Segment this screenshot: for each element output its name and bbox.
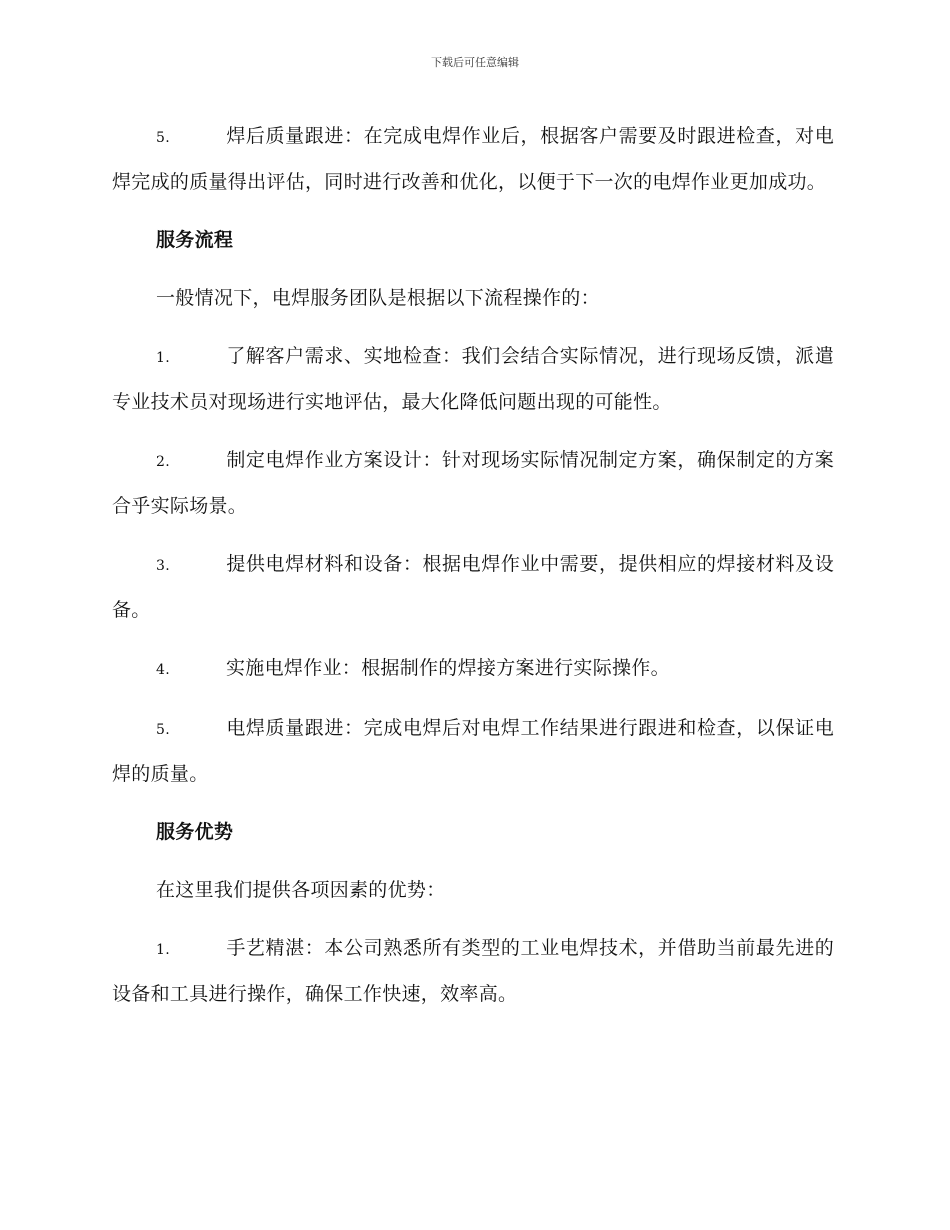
list-item bbox=[112, 646, 834, 692]
document-body bbox=[112, 114, 834, 1030]
page-header: 下载后可任意编辑 bbox=[431, 56, 519, 69]
list-number: 1. bbox=[156, 942, 170, 958]
paragraph: 一般情况下，电焊服务团队是根据以下流程操作的： bbox=[156, 287, 600, 309]
list-number: 2. bbox=[156, 454, 170, 470]
list-item bbox=[112, 334, 834, 424]
list-number: 5. bbox=[156, 130, 170, 146]
list-item bbox=[112, 542, 834, 632]
list-item bbox=[112, 114, 834, 204]
list-number: 1. bbox=[156, 350, 170, 366]
list-item bbox=[112, 438, 834, 528]
list-item-text: 提供电焊材料和设备：根据电焊作业中需要，提供相应的焊接材料及设备。 bbox=[112, 553, 834, 621]
list-item bbox=[112, 926, 834, 1016]
list-item-text: 制定电焊作业方案设计：针对现场实际情况制定方案，确保制定的方案合乎实际场景。 bbox=[112, 449, 834, 517]
list-item bbox=[112, 706, 834, 796]
section-heading: 服务流程 bbox=[156, 229, 234, 251]
section-heading: 服务优势 bbox=[156, 821, 234, 843]
list-item-text: 手艺精湛：本公司熟悉所有类型的工业电焊技术，并借助当前最先进的设备和工具进行操作，确保工作快速，效率高。 bbox=[112, 937, 834, 1005]
list-number: 4. bbox=[156, 662, 170, 678]
list-number: 3. bbox=[156, 558, 170, 574]
paragraph: 在这里我们提供各项因素的优势： bbox=[156, 879, 446, 901]
list-item-text: 实施电焊作业：根据制作的焊接方案进行实际操作。 bbox=[226, 657, 670, 679]
list-number: 5. bbox=[156, 722, 170, 738]
list-item-text: 了解客户需求、实地检查：我们会结合实际情况，进行现场反馈，派遣专业技术员对现场进行实地评估，最大化降低问题出现的可能性。 bbox=[112, 345, 834, 413]
list-item-text: 电焊质量跟进：完成电焊后对电焊工作结果进行跟进和检查，以保证电焊的质量。 bbox=[112, 717, 834, 785]
list-item-text: 焊后质量跟进：在完成电焊作业后，根据客户需要及时跟进检查，对电焊完成的质量得出评估，同时进行改善和优化，以便于下一次的电焊作业更加成功。 bbox=[112, 125, 834, 193]
